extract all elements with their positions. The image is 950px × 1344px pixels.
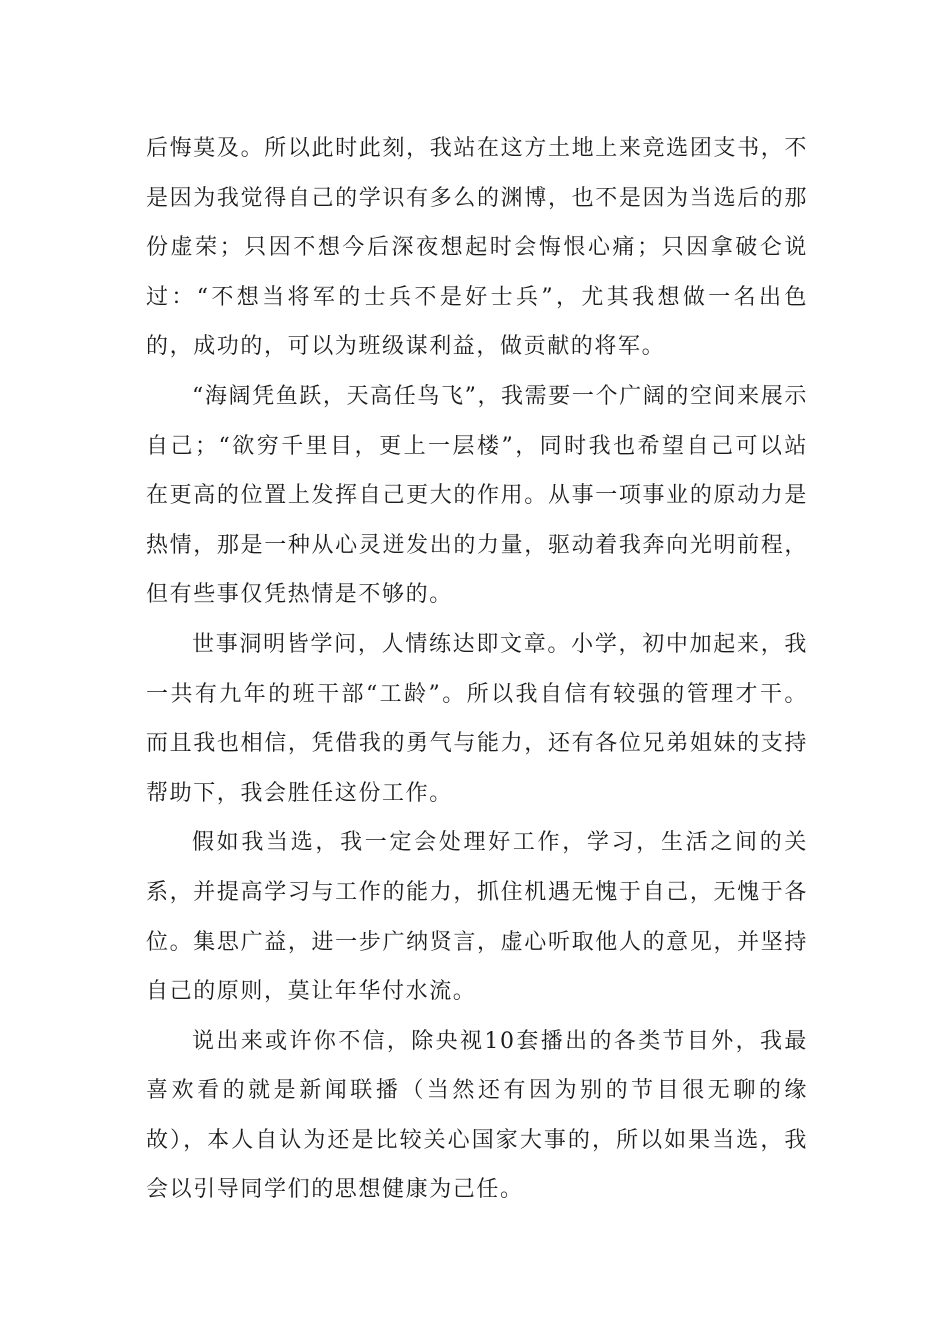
paragraph-5: 说出来或许你不信，除央视10套播出的各类节目外，我最喜欢看的就是新闻联播（当然还有因为别的节目很无聊的缘故），本人自认为还是比较关心国家大事的，所以如果当选，我会以引导同学们的思想健康为己任。 bbox=[146, 1028, 808, 1203]
paragraph-2: “海阔凭鱼跃，天高任鸟飞”，我需要一个广阔的空间来展示自己；“欲穷千里目，更上一层楼”，同时我也希望自己可以站在更高的位置上发挥自己更大的作用。从事一项事业的原动力是热情，那是一种从心灵迸发出的力量，驱动着我奔向光明前程，但有些事仅凭热情是不够的。 bbox=[146, 383, 808, 608]
paragraph-3: 世事洞明皆学问，人情练达即文章。小学，初中加起来，我一共有九年的班干部“工龄”。所以我自信有较强的管理才干。而且我也相信，凭借我的勇气与能力，还有各位兄弟姐妹的支持帮助下，我会胜任这份工作。 bbox=[146, 631, 808, 806]
paragraph-4: 假如我当选，我一定会处理好工作，学习，生活之间的关系，并提高学习与工作的能力，抓住机遇无愧于自己，无愧于各位。集思广益，进一步广纳贤言，虚心听取他人的意见，并坚持自己的原则，莫让年华付水流。 bbox=[146, 830, 808, 1005]
paragraph-1: 后悔莫及。所以此时此刻，我站在这方土地上来竞选团支书，不是因为我觉得自己的学识有多么的渊博，也不是因为当选后的那份虚荣；只因不想今后深夜想起时会悔恨心痛；只因拿破仑说过：“不想当将军的士兵不是好士兵”，尤其我想做一名出色的，成功的，可以为班级谋利益，做贡献的将军。 bbox=[146, 136, 808, 360]
document-body bbox=[146, 124, 808, 1215]
